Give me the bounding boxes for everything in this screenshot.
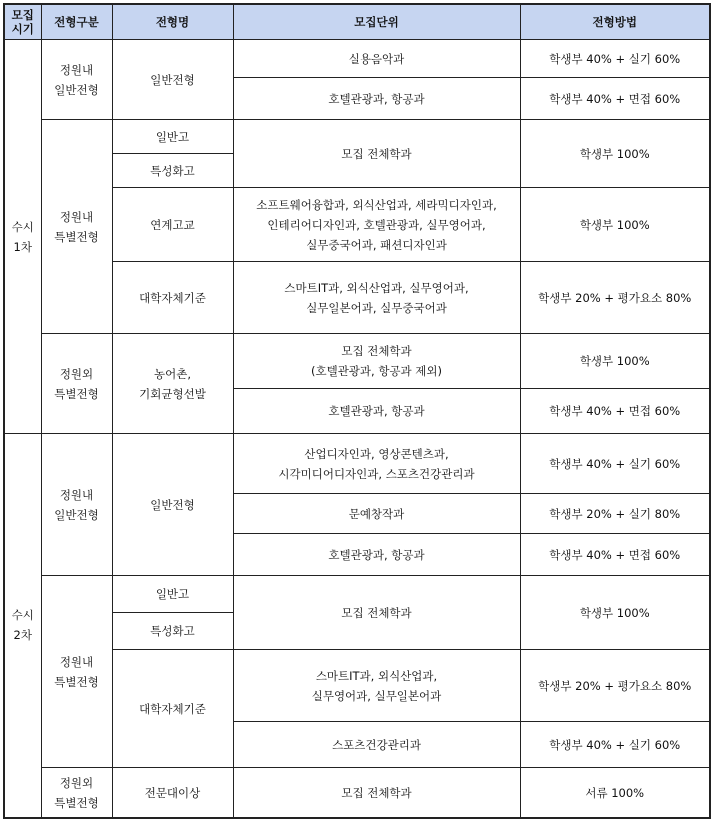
header-name: 전형명 [112, 4, 233, 40]
header-unit: 모집단위 [233, 4, 520, 40]
method-cell: 서류 100% [520, 768, 710, 818]
method-cell: 학생부 100% [520, 188, 710, 262]
table-row [4, 576, 710, 613]
header-category: 전형구분 [41, 4, 112, 40]
table-row [4, 334, 710, 389]
unit-cell: 모집 전체학과 (호텔관광과, 항공과 제외) [233, 334, 520, 389]
header-period: 모집 시기 [4, 4, 41, 40]
method-cell: 학생부 40% + 실기 60% [520, 434, 710, 494]
name-cell: 대학자체기준 [112, 650, 233, 768]
method-cell: 학생부 100% [520, 120, 710, 188]
unit-cell: 호텔관광과, 항공과 [233, 78, 520, 120]
unit-cell: 호텔관광과, 항공과 [233, 389, 520, 434]
unit-cell: 스마트IT과, 외식산업과, 실무영어과, 실무일본어과, 실무중국어과 [233, 262, 520, 334]
category-cell: 정원내 일반전형 [41, 434, 112, 576]
method-cell: 학생부 40% + 면접 60% [520, 78, 710, 120]
unit-cell: 스포츠건강관리과 [233, 722, 520, 768]
period-cell-1: 수시 1차 [4, 40, 41, 434]
method-cell: 학생부 40% + 면접 60% [520, 389, 710, 434]
method-cell: 학생부 20% + 평가요소 80% [520, 262, 710, 334]
unit-cell: 모집 전체학과 [233, 576, 520, 650]
unit-cell: 산업디자인과, 영상콘텐츠과, 시각미디어디자인과, 스포츠건강관리과 [233, 434, 520, 494]
name-cell: 일반고 [112, 120, 233, 154]
category-cell: 정원외 특별전형 [41, 334, 112, 434]
method-cell: 학생부 20% + 평가요소 80% [520, 650, 710, 722]
name-cell: 농어촌, 기회균형선발 [112, 334, 233, 434]
unit-cell: 소프트웨어융합과, 외식산업과, 세라믹디자인과, 인테리어디자인과, 호텔관광과, 실무영어과, 실무중국어과, 패션디자인과 [233, 188, 520, 262]
name-cell: 일반전형 [112, 40, 233, 120]
header-row [4, 4, 710, 40]
header-method: 전형방법 [520, 4, 710, 40]
method-cell: 학생부 20% + 실기 80% [520, 494, 710, 534]
method-cell: 학생부 40% + 실기 60% [520, 40, 710, 78]
name-cell: 대학자체기준 [112, 262, 233, 334]
admission-table [3, 3, 711, 819]
category-cell: 정원내 특별전형 [41, 576, 112, 768]
category-cell: 정원내 일반전형 [41, 40, 112, 120]
name-cell: 특성화고 [112, 613, 233, 650]
category-cell: 정원내 특별전형 [41, 120, 112, 334]
table-row [4, 768, 710, 818]
table-row [4, 434, 710, 494]
method-cell: 학생부 100% [520, 334, 710, 389]
name-cell: 일반고 [112, 576, 233, 613]
table-row [4, 40, 710, 78]
unit-cell: 모집 전체학과 [233, 768, 520, 818]
period-cell-2: 수시 2차 [4, 434, 41, 818]
unit-cell: 호텔관광과, 항공과 [233, 534, 520, 576]
unit-cell: 문예창작과 [233, 494, 520, 534]
method-cell: 학생부 40% + 실기 60% [520, 722, 710, 768]
unit-cell: 모집 전체학과 [233, 120, 520, 188]
method-cell: 학생부 100% [520, 576, 710, 650]
name-cell: 일반전형 [112, 434, 233, 576]
method-cell: 학생부 40% + 면접 60% [520, 534, 710, 576]
name-cell: 전문대이상 [112, 768, 233, 818]
table-row [4, 120, 710, 154]
name-cell: 특성화고 [112, 154, 233, 188]
category-cell: 정원외 특별전형 [41, 768, 112, 818]
unit-cell: 스마트IT과, 외식산업과, 실무영어과, 실무일본어과 [233, 650, 520, 722]
unit-cell: 실용음악과 [233, 40, 520, 78]
name-cell: 연계고교 [112, 188, 233, 262]
